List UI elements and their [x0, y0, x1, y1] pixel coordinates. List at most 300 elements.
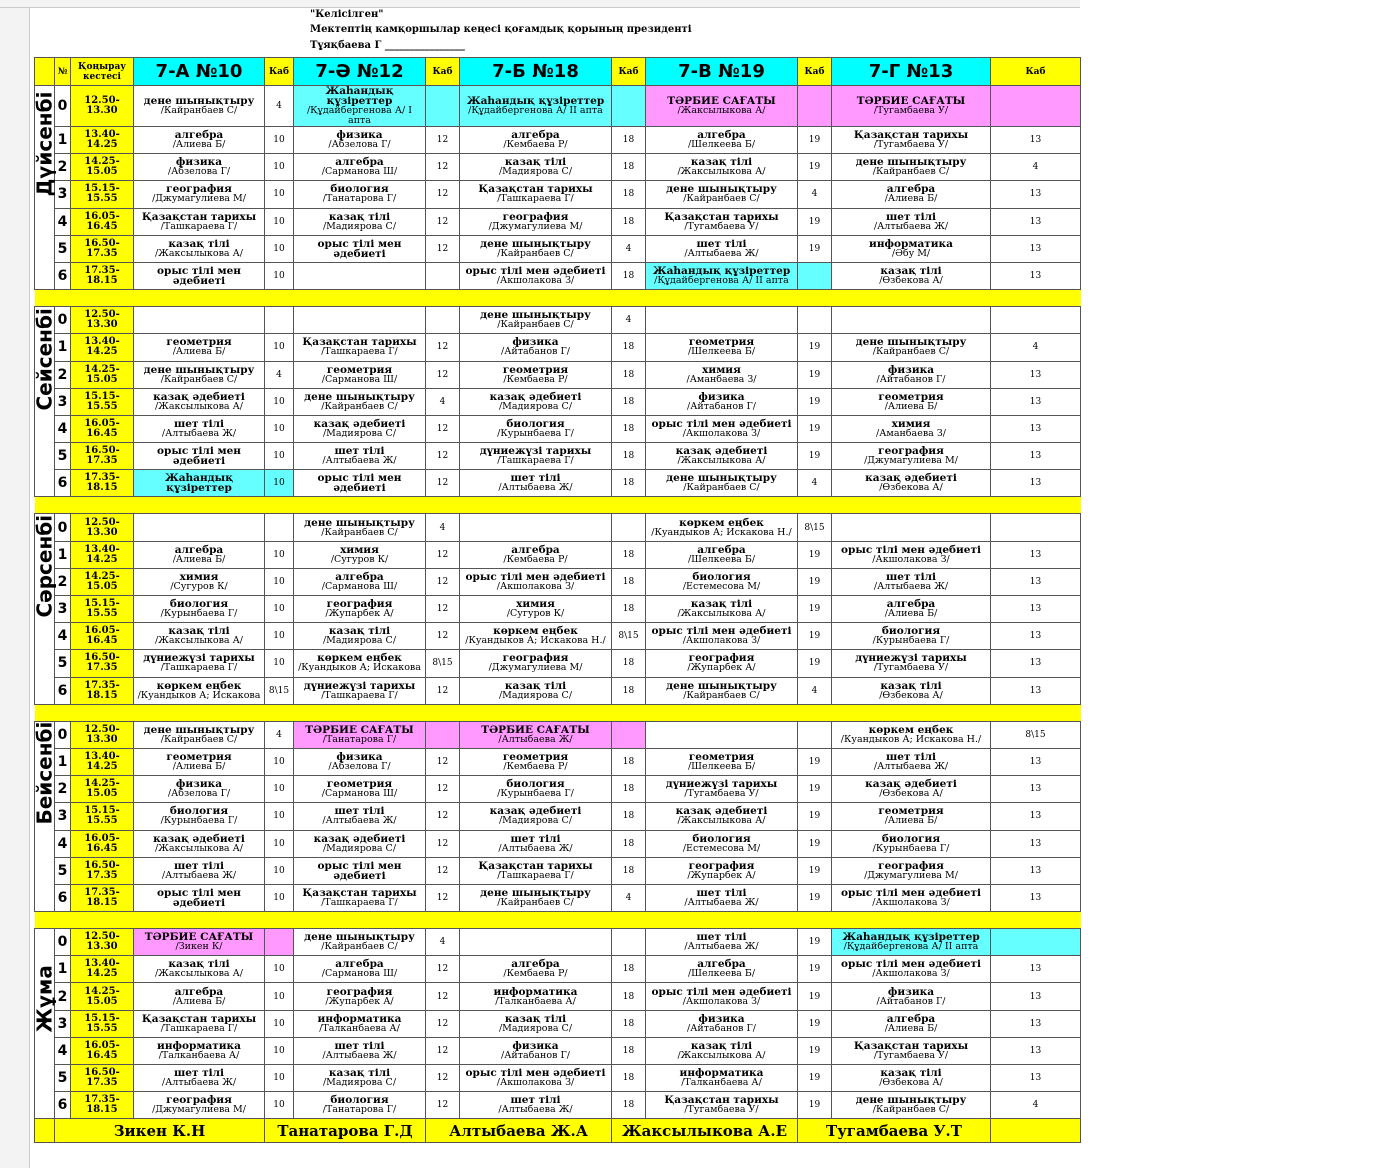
room-cell: 10 — [265, 623, 294, 650]
lesson-cell — [134, 956, 265, 983]
teacher: /Джумагулиева М/ — [488, 662, 583, 674]
bell-time: 17.35-18.15 — [71, 262, 134, 289]
room-cell: 10 — [265, 470, 294, 497]
lesson-cell — [134, 541, 265, 568]
room-cell — [426, 262, 460, 289]
lesson-number: 2 — [55, 361, 71, 388]
room-cell: 4 — [426, 929, 460, 956]
lesson-cell — [294, 1092, 426, 1119]
subject: география — [502, 652, 569, 665]
room-cell: 18 — [612, 956, 646, 983]
teacher: /Кайранбаев С/ — [683, 482, 760, 494]
teacher: /Жаксылыкова А/ — [677, 166, 766, 178]
subject: казақ тілі — [880, 265, 942, 278]
teacher: /Айтабанов Г/ — [687, 400, 756, 412]
teacher: /Ташкараева Г/ — [160, 1022, 238, 1034]
lesson-row — [35, 1092, 1081, 1119]
subject: шет тілі — [334, 445, 385, 458]
room-cell: 13 — [991, 181, 1081, 208]
class-header-3: 7-В №19 — [646, 58, 798, 86]
lesson-cell — [646, 334, 798, 361]
teacher: /Өзбекова А/ — [879, 482, 943, 494]
day-name: Сәрсенбі — [32, 514, 57, 618]
teacher: /Құдайбергенова А/ I апта — [306, 105, 413, 126]
teacher: /Құдайбергенова А/ II апта — [468, 105, 603, 116]
lesson-cell — [460, 776, 612, 803]
lesson-number: 6 — [55, 262, 71, 289]
teacher: /Алтыбаева Ж/ — [322, 1049, 397, 1061]
teacher: /Мадиярова С/ — [322, 635, 397, 647]
subject: көркем еңбек — [679, 516, 764, 529]
lesson-cell — [646, 830, 798, 857]
lesson-number: 3 — [55, 1010, 71, 1037]
room-cell: 13 — [991, 415, 1081, 442]
teacher: /Шелкеева Б/ — [687, 553, 756, 565]
teacher: /Кембаева Р/ — [503, 761, 568, 773]
room-cell — [265, 929, 294, 956]
room-cell: 18 — [612, 541, 646, 568]
room-cell: 18 — [612, 443, 646, 470]
subject: Қазақстан тарихы — [664, 210, 779, 223]
lesson-cell — [460, 514, 612, 541]
lesson-cell — [460, 361, 612, 388]
lesson-cell — [460, 830, 612, 857]
lesson-cell — [646, 596, 798, 623]
subject: Қазақстан тарихы — [141, 1012, 257, 1025]
teacher: /Абзелова Г/ — [328, 761, 391, 773]
lesson-cell — [832, 541, 991, 568]
room-cell: 18 — [612, 388, 646, 415]
lesson-cell — [646, 361, 798, 388]
bell-time: 14.25-15.05 — [71, 361, 134, 388]
subject: дене шынықтыру — [304, 516, 415, 529]
lesson-cell — [294, 127, 426, 154]
lesson-number: 3 — [55, 803, 71, 830]
teacher: /Алтыбаева Ж/ — [873, 220, 949, 232]
room-cell: 12 — [426, 127, 460, 154]
teacher: /Әбу М/ — [891, 247, 931, 259]
lesson-cell — [134, 470, 265, 497]
teacher: /Сарманова Ш/ — [321, 166, 398, 178]
teacher: /Мадиярова С/ — [322, 842, 397, 854]
subject: геометрия — [326, 363, 393, 376]
teacher: /Кайранбаев С/ — [683, 193, 760, 205]
lesson-cell — [646, 983, 798, 1010]
lesson-cell — [832, 677, 991, 704]
room-cell: 10 — [265, 541, 294, 568]
lesson-cell — [294, 956, 426, 983]
subject: Қазақстан тарихы — [664, 1094, 779, 1107]
room-cell: 13 — [991, 748, 1081, 775]
room-cell: 18 — [612, 415, 646, 442]
lesson-cell — [294, 650, 426, 677]
room-cell: 12 — [426, 857, 460, 884]
subject: биология — [881, 625, 941, 638]
room-cell: 12 — [426, 596, 460, 623]
teacher: /Куандыков А; Искакова — [298, 662, 421, 674]
lesson-cell — [294, 983, 426, 1010]
bell-time: 16.05-16.45 — [71, 415, 134, 442]
room-cell: 12 — [426, 803, 460, 830]
room-cell: 18 — [612, 568, 646, 595]
lesson-cell — [294, 235, 426, 262]
lesson-row — [35, 127, 1081, 154]
room-header-4: Каб — [991, 58, 1081, 86]
room-cell: 4 — [426, 388, 460, 415]
lesson-cell — [294, 803, 426, 830]
bell-time: 12.50-13.30 — [71, 307, 134, 334]
lesson-cell — [832, 307, 991, 334]
subject: география — [502, 210, 569, 223]
lesson-row — [35, 443, 1081, 470]
subject: казақ тілі — [328, 625, 391, 638]
class-header-2: 7-Б №18 — [460, 58, 612, 86]
room-cell: 10 — [265, 262, 294, 289]
subject: биология — [169, 805, 229, 818]
teacher: /Танатарова Г/ — [322, 733, 397, 745]
lesson-cell — [832, 154, 991, 181]
bell-time: 15.15-15.55 — [71, 388, 134, 415]
subject: биология — [506, 778, 565, 791]
lesson-cell — [294, 86, 426, 127]
teacher: /Мадиярова С/ — [498, 689, 573, 701]
room-cell: 10 — [265, 568, 294, 595]
lesson-row — [35, 721, 1081, 748]
subject: казақ тілі — [168, 625, 230, 638]
lesson-cell — [294, 596, 426, 623]
room-cell: 19 — [798, 650, 832, 677]
lesson-row — [35, 776, 1081, 803]
teacher: /Жаксылыкова А/ — [677, 608, 766, 620]
bell-time: 16.50-17.35 — [71, 650, 134, 677]
teacher: /Кембаева Р/ — [503, 139, 568, 151]
lesson-number: 0 — [55, 514, 71, 541]
room-cell: 4 — [991, 154, 1081, 181]
lesson-cell — [134, 514, 265, 541]
lesson-cell — [294, 262, 426, 289]
lesson-cell — [134, 307, 265, 334]
teacher: /Кайранбаев С/ — [497, 319, 574, 331]
room-cell: 13 — [991, 541, 1081, 568]
teacher: /Айтабанов Г/ — [501, 346, 570, 358]
class-teacher-name: Тугамбаева У.Т — [798, 1119, 991, 1143]
subject: геометрия — [878, 805, 944, 818]
room-cell — [612, 86, 646, 127]
room-cell — [798, 721, 832, 748]
teacher: /Ташкараева Г/ — [497, 869, 574, 881]
president-name-line: Тұяқбаева Г ________________ — [310, 40, 465, 51]
lesson-number: 6 — [55, 677, 71, 704]
lesson-row — [35, 514, 1081, 541]
lesson-cell — [646, 721, 798, 748]
bell-time: 16.50-17.35 — [71, 235, 134, 262]
schedule-table — [34, 57, 1081, 1143]
room-cell: 18 — [612, 803, 646, 830]
subject: орыс тілі мен әдебиеті — [317, 237, 402, 260]
room-cell: 18 — [612, 470, 646, 497]
bell-time: 16.50-17.35 — [71, 1065, 134, 1092]
subject: химия — [891, 417, 931, 430]
lesson-cell — [294, 181, 426, 208]
room-cell: 10 — [265, 415, 294, 442]
teacher: /Жаксылыкова А/ — [677, 1049, 766, 1061]
room-cell: 10 — [265, 596, 294, 623]
lesson-number: 3 — [55, 181, 71, 208]
lesson-cell — [294, 623, 426, 650]
room-cell: 4 — [612, 884, 646, 911]
subject: көркем еңбек — [317, 652, 402, 665]
lesson-cell — [460, 983, 612, 1010]
room-cell: 4 — [265, 361, 294, 388]
room-cell: 10 — [265, 1010, 294, 1037]
subject: шет тілі — [173, 859, 224, 872]
teacher: /Алтыбаева Ж/ — [498, 733, 573, 745]
teacher: /Талканбаева А/ — [158, 1049, 240, 1061]
lesson-cell — [460, 677, 612, 704]
subject: алгебра — [886, 598, 936, 611]
subject: көркем еңбек — [156, 679, 242, 692]
teacher: /Сугуров К/ — [506, 608, 565, 620]
teacher: /Айтабанов Г/ — [687, 1022, 756, 1034]
lesson-row — [35, 154, 1081, 181]
lesson-cell — [460, 443, 612, 470]
teacher: /Алиева Б/ — [172, 761, 226, 773]
subject: география — [326, 598, 393, 611]
teacher: /Куандыков А; Искакова Н./ — [840, 733, 982, 745]
bell-time: 17.35-18.15 — [71, 677, 134, 704]
room-cell: 10 — [265, 830, 294, 857]
lesson-cell — [460, 1065, 612, 1092]
subject: ТӘРБИЕ САҒАТЫ — [856, 95, 966, 107]
lesson-cell — [134, 208, 265, 235]
room-cell: 8\15 — [426, 650, 460, 677]
subject: геометрия — [326, 778, 393, 791]
room-cell — [265, 514, 294, 541]
room-cell: 19 — [798, 1010, 832, 1037]
subject: биология — [692, 570, 751, 583]
lesson-row — [35, 415, 1081, 442]
teacher: /Өзбекова А/ — [879, 1077, 943, 1089]
lesson-cell — [646, 929, 798, 956]
teacher: /Шелкеева Б/ — [687, 761, 756, 773]
subject: химия — [179, 570, 219, 583]
lesson-number: 0 — [55, 929, 71, 956]
subject: казақ әдебиеті — [489, 805, 582, 818]
teacher: /Сарманова Ш/ — [321, 373, 398, 385]
class-header-0: 7-А №10 — [134, 58, 265, 86]
teacher: /Кайранбаев С/ — [321, 941, 398, 953]
subject: Қазақстан тарихы — [141, 210, 257, 223]
subject: геометрия — [502, 363, 569, 376]
lesson-cell — [134, 983, 265, 1010]
subject: казақ әдебиеті — [675, 805, 768, 818]
lesson-row — [35, 208, 1081, 235]
teacher: /Ташкараева Г/ — [497, 193, 574, 205]
subject: Қазақстан тарихы — [478, 859, 593, 872]
lesson-number: 1 — [55, 127, 71, 154]
subject: алгебра — [335, 156, 384, 169]
bell-time: 13.40-14.25 — [71, 541, 134, 568]
subject: шет тілі — [696, 237, 747, 250]
subject: дене шынықтыру — [666, 472, 777, 485]
room-cell: 12 — [426, 415, 460, 442]
lesson-cell — [646, 208, 798, 235]
lesson-cell — [832, 830, 991, 857]
room-cell: 12 — [426, 748, 460, 775]
room-cell: 12 — [426, 154, 460, 181]
subject: алгебра — [174, 543, 224, 556]
teacher: /Куандыков А; Искакова — [137, 689, 261, 701]
teacher: /Тугамбаева У/ — [873, 105, 949, 116]
day-label — [32, 307, 57, 497]
room-cell: 13 — [991, 127, 1081, 154]
lesson-row — [35, 623, 1081, 650]
room-cell: 4 — [991, 1092, 1081, 1119]
lesson-cell — [460, 415, 612, 442]
room-cell: 10 — [265, 803, 294, 830]
teacher: /Кембаева Р/ — [503, 373, 568, 385]
room-cell: 4 — [798, 181, 832, 208]
bell-time: 15.15-15.55 — [71, 803, 134, 830]
subject: ТӘРБИЕ САҒАТЫ — [481, 723, 590, 736]
teacher: /Куандыков А; Искакова Н./ — [651, 526, 792, 538]
room-cell: 12 — [426, 181, 460, 208]
room-cell: 19 — [798, 361, 832, 388]
lesson-cell — [134, 803, 265, 830]
bell-time: 14.25-15.05 — [71, 983, 134, 1010]
bell-time: 13.40-14.25 — [71, 956, 134, 983]
lesson-cell — [294, 541, 426, 568]
teacher: /Алиева Б/ — [172, 346, 226, 358]
room-cell — [798, 307, 832, 334]
room-cell: 12 — [426, 1092, 460, 1119]
room-cell: 13 — [991, 650, 1081, 677]
room-cell: 13 — [991, 857, 1081, 884]
lesson-cell — [134, 857, 265, 884]
lesson-cell — [134, 1065, 265, 1092]
lesson-cell — [832, 857, 991, 884]
subject: физика — [887, 985, 935, 998]
teacher: /Мадиярова С/ — [498, 1022, 573, 1034]
teacher: /Акшолакова З/ — [872, 968, 950, 980]
lesson-cell — [460, 568, 612, 595]
room-cell: 12 — [426, 776, 460, 803]
lesson-cell — [832, 1092, 991, 1119]
lesson-number: 5 — [55, 857, 71, 884]
subject: география — [166, 1094, 232, 1107]
room-cell: 19 — [798, 443, 832, 470]
subject: физика — [512, 1039, 559, 1052]
teacher: /Жаксылыкова А/ — [677, 815, 766, 827]
lesson-cell — [134, 443, 265, 470]
subject: физика — [887, 363, 935, 376]
room-cell: 12 — [426, 677, 460, 704]
lesson-row — [35, 262, 1081, 289]
bell-time: 16.05-16.45 — [71, 208, 134, 235]
teacher: /Курынбаева Г/ — [160, 815, 238, 827]
subject: дүниежүзі тарихы — [855, 652, 967, 665]
day-label — [32, 86, 57, 290]
teacher: /Кайранбаев С/ — [321, 400, 398, 412]
subject: геометрия — [166, 336, 232, 349]
lesson-cell — [646, 262, 798, 289]
room-cell: 8\15 — [798, 514, 832, 541]
subject: шет тілі — [334, 1039, 385, 1052]
subject: казақ әдебиеті — [675, 445, 768, 458]
bell-time: 13.40-14.25 — [71, 748, 134, 775]
lesson-cell — [294, 776, 426, 803]
subject: казақ әдебиеті — [313, 832, 406, 845]
teacher: /Естемесова М/ — [682, 842, 761, 854]
teacher: /Кайранбаев С/ — [497, 247, 574, 259]
lesson-cell — [646, 776, 798, 803]
lesson-cell — [294, 748, 426, 775]
lesson-cell — [646, 181, 798, 208]
room-cell — [612, 514, 646, 541]
lesson-cell — [294, 929, 426, 956]
class-header-4: 7-Г №13 — [832, 58, 991, 86]
room-cell: 18 — [612, 154, 646, 181]
lesson-number: 0 — [55, 86, 71, 127]
lesson-cell — [646, 677, 798, 704]
lesson-cell — [646, 956, 798, 983]
subject: дене шынықтыру — [480, 886, 591, 899]
subject: Жаһандық құзіреттер — [164, 472, 234, 495]
lesson-cell — [460, 929, 612, 956]
room-cell: 10 — [265, 748, 294, 775]
subject: дене шынықтыру — [143, 723, 255, 736]
subject: казақ тілі — [328, 210, 391, 223]
teacher: /Өзбекова А/ — [879, 788, 943, 800]
room-cell: 12 — [426, 623, 460, 650]
subject: алгебра — [511, 958, 560, 971]
subject: шет тілі — [510, 1094, 561, 1107]
lesson-cell — [134, 388, 265, 415]
subject: дүниежүзі тарихы — [143, 652, 255, 665]
subject: казақ тілі — [880, 679, 942, 692]
subject: шет тілі — [885, 210, 936, 223]
subject: ТӘРБИЕ САҒАТЫ — [144, 931, 254, 944]
room-cell: 4 — [612, 307, 646, 334]
teacher: /Жупарбек А/ — [325, 995, 394, 1007]
room-cell: 12 — [426, 470, 460, 497]
teacher: /Тугамбаева У/ — [684, 1104, 759, 1116]
room-cell: 12 — [426, 443, 460, 470]
teacher: /Кайранбаев С/ — [872, 1104, 950, 1116]
lesson-cell — [294, 830, 426, 857]
bell-time: 16.05-16.45 — [71, 1037, 134, 1064]
room-cell: 13 — [991, 1010, 1081, 1037]
room-cell: 12 — [426, 1037, 460, 1064]
room-cell: 13 — [991, 830, 1081, 857]
lesson-cell — [134, 415, 265, 442]
teacher: /Сарманова Ш/ — [321, 580, 398, 592]
lesson-row — [35, 1037, 1081, 1064]
room-cell: 12 — [426, 830, 460, 857]
teacher: /Акшолакова З/ — [496, 580, 575, 592]
room-cell: 13 — [991, 235, 1081, 262]
room-cell: 19 — [798, 1065, 832, 1092]
room-cell: 19 — [798, 983, 832, 1010]
lesson-number: 2 — [55, 154, 71, 181]
lesson-row — [35, 568, 1081, 595]
lesson-row — [35, 361, 1081, 388]
header-day-cell — [35, 58, 55, 86]
subject: геометрия — [166, 751, 232, 764]
lesson-cell — [832, 127, 991, 154]
teacher: /Кайранбаев С/ — [160, 373, 238, 385]
day-label — [32, 514, 57, 704]
